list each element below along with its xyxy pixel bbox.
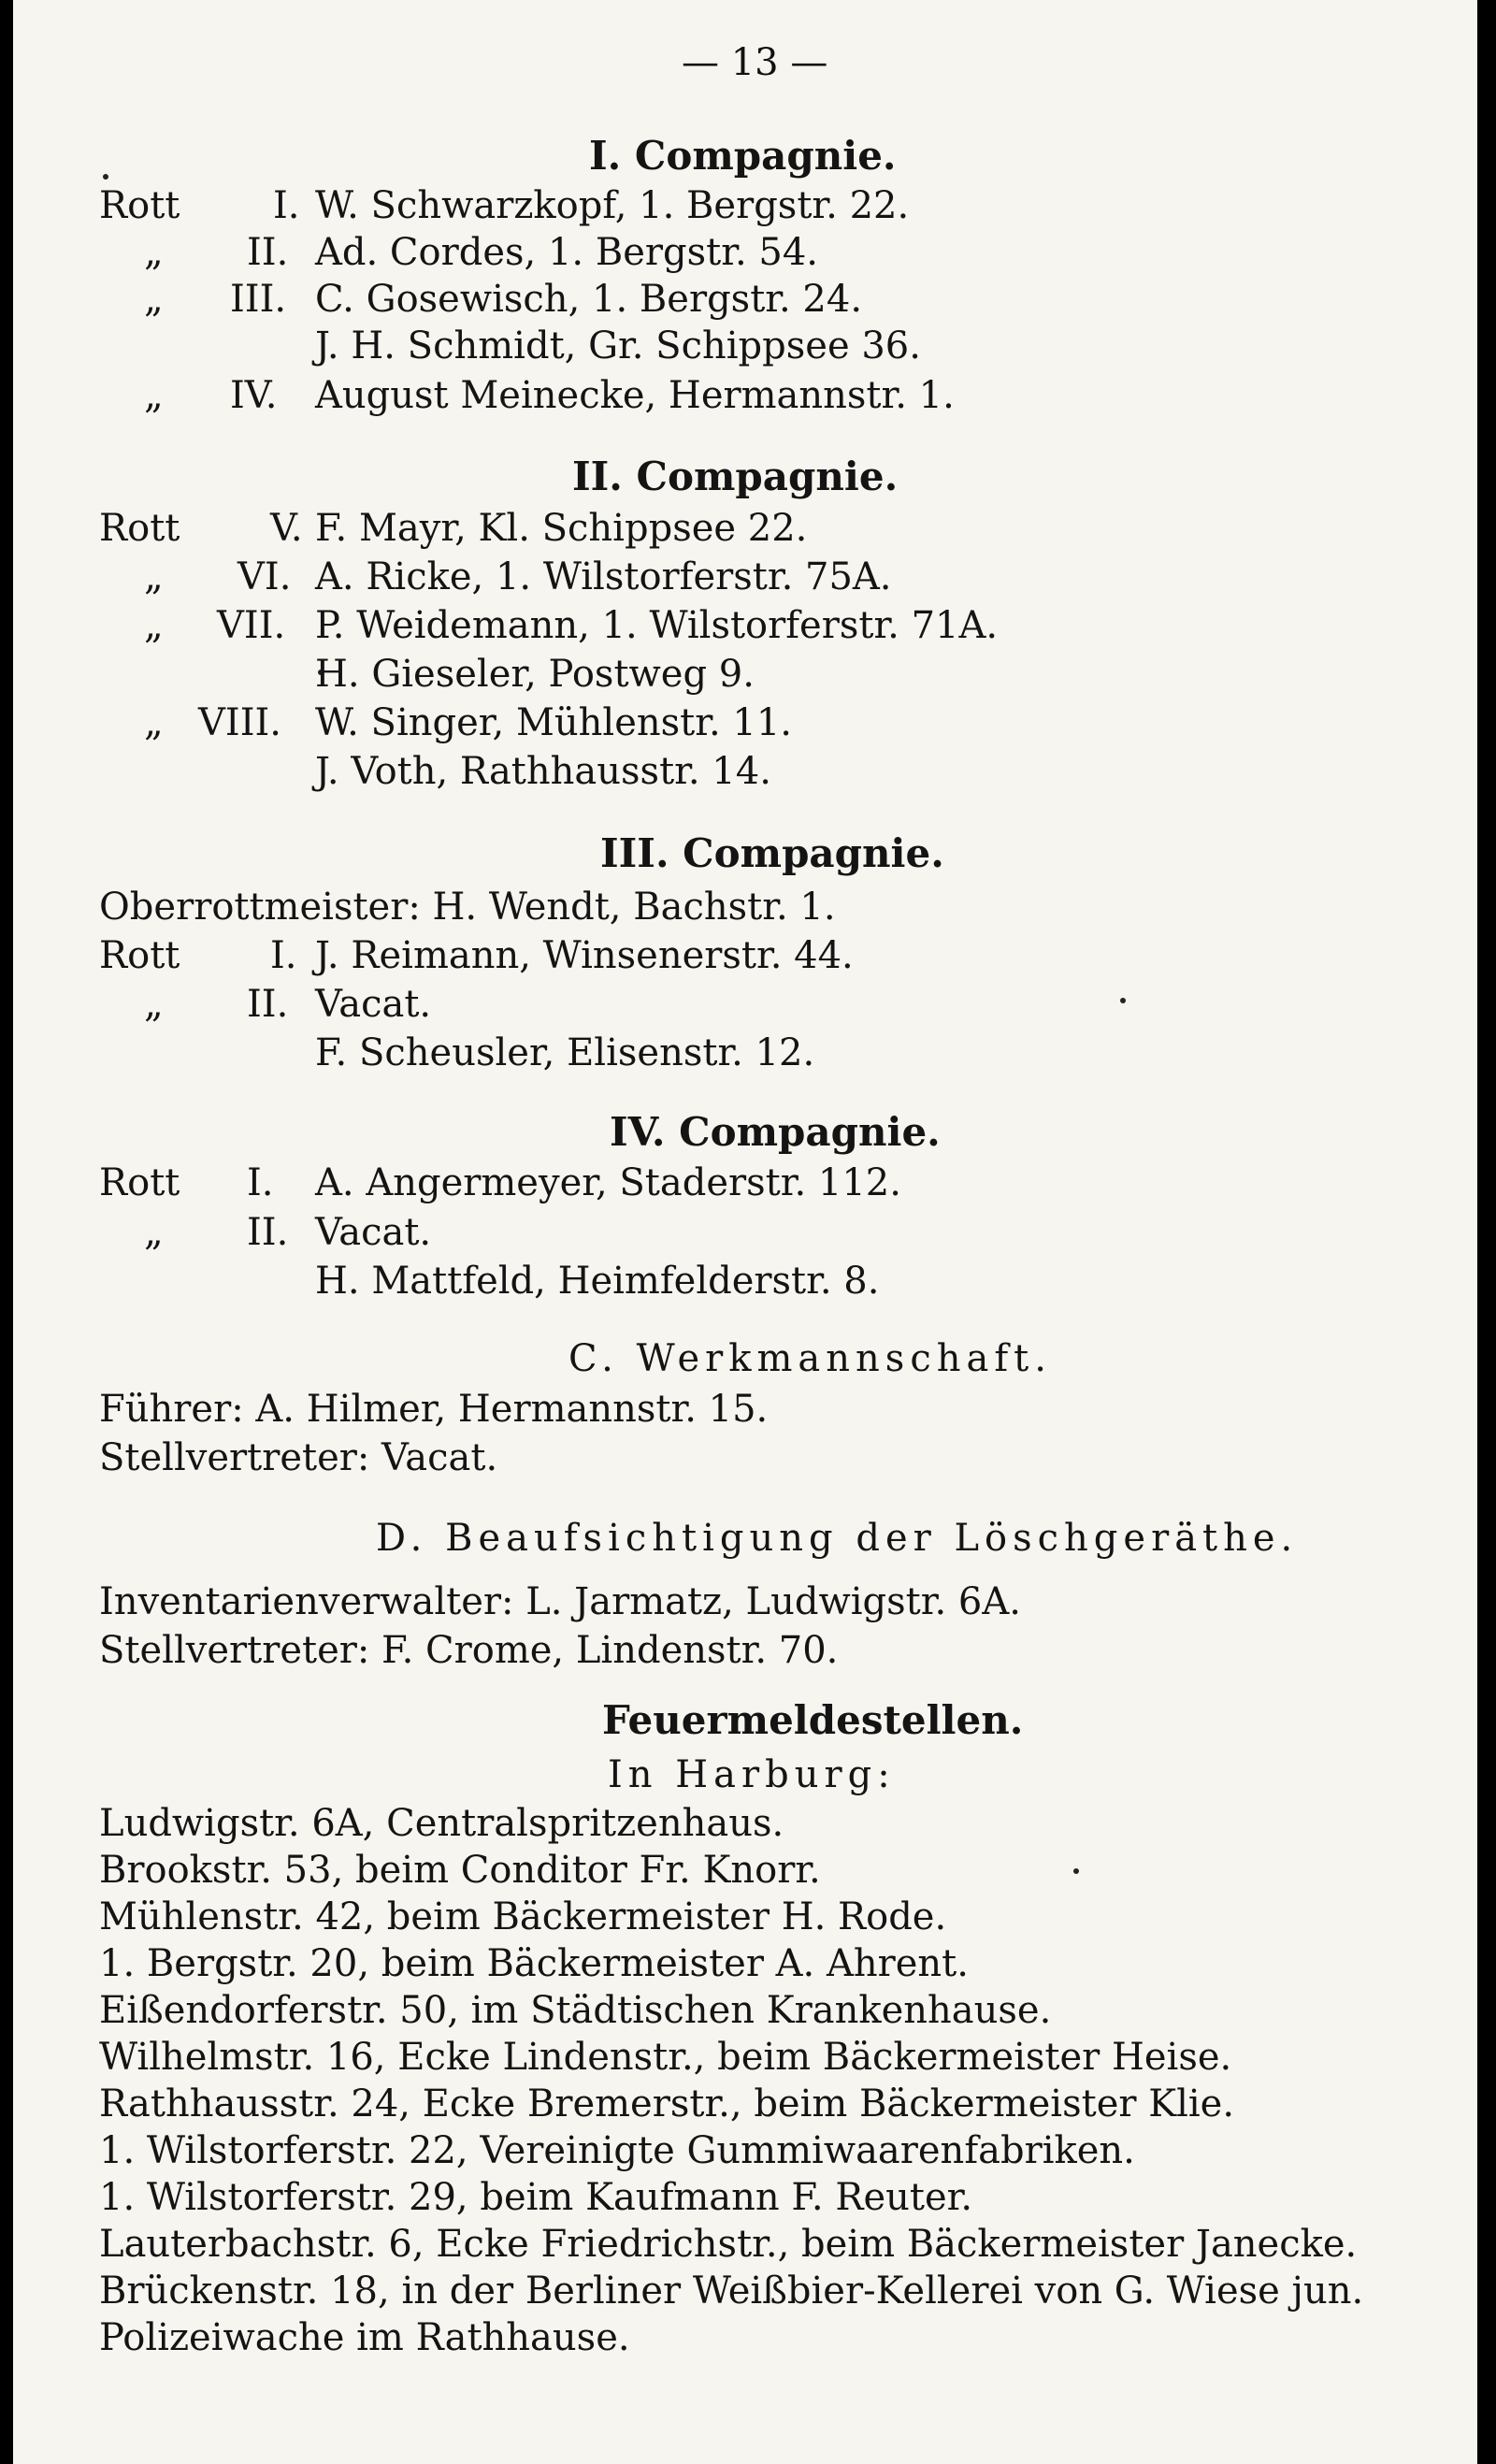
list-item: Rathhausstr. 24, Ecke Bremerstr., beim Bäckermeister Klie. <box>99 2082 1235 2125</box>
row-number: I. <box>247 1161 274 1204</box>
row-label: „ <box>144 701 164 744</box>
row-text: H. Mattfeld, Heimfelderstr. 8. <box>315 1260 880 1303</box>
row-text: F. Mayr, Kl. Schippsee 22. <box>315 507 808 550</box>
section-title-comp1: I. Compagnie. <box>589 133 897 179</box>
row-text: W. Singer, Mühlenstr. 11. <box>315 701 793 744</box>
section-title-beaufsichtigung: D. Beaufsichtigung der Löschgeräthe. <box>376 1517 1299 1560</box>
list-item: Wilhelmstr. 16, Ecke Lindenstr., beim Bäckermeister Heise. <box>99 2036 1232 2079</box>
row-label: „ <box>144 1211 164 1254</box>
list-item: Polizeiwache im Rathhause. <box>99 2316 630 2359</box>
row-label: „ <box>144 278 164 321</box>
row-text: J. Reimann, Winsenerstr. 44. <box>315 934 854 977</box>
row-text: F. Scheusler, Elisenstr. 12. <box>315 1031 815 1074</box>
fuehrer-line: Führer: A. Hilmer, Hermannstr. 15. <box>99 1388 769 1431</box>
row-text: A. Angermeyer, Staderstr. 112. <box>315 1161 901 1204</box>
print-dot <box>1073 1868 1079 1874</box>
row-label: „ <box>144 604 164 647</box>
list-item: Eißendorferstr. 50, im Städtischen Krankenhause. <box>99 1989 1052 2032</box>
row-text: Vacat. <box>315 983 432 1026</box>
subtitle-in-harburg: In Harburg: <box>608 1753 896 1796</box>
list-item: 1. Bergstr. 20, beim Bäckermeister A. Ahrent. <box>99 1942 969 1985</box>
print-dot <box>1120 998 1126 1003</box>
print-dot <box>103 174 108 180</box>
row-number: VIII. <box>198 701 282 744</box>
document-page <box>13 0 1477 2464</box>
list-item: 1. Wilstorferstr. 22, Vereinigte Gummiwaarenfabriken. <box>99 2129 1135 2172</box>
row-label: Rott <box>99 184 180 227</box>
row-number: V. <box>270 507 303 550</box>
row-label: Rott <box>99 1161 180 1204</box>
row-number: II. <box>247 983 289 1026</box>
row-text: C. Gosewisch, 1. Bergstr. 24. <box>315 278 863 321</box>
row-number: III. <box>230 278 287 321</box>
row-text: H. Gieseler, Postweg 9. <box>315 653 755 696</box>
section-title-feuermeldestellen: Feuermeldestellen. <box>602 1697 1024 1743</box>
section-title-werkmannschaft: C. Werkmannschaft. <box>568 1337 1052 1380</box>
row-label: „ <box>144 555 164 598</box>
section-title-comp2: II. Compagnie. <box>572 454 899 499</box>
list-item: Brückenstr. 18, in der Berliner Weißbier-Kellerei von G. Wiese jun. <box>99 2269 1364 2313</box>
row-number: VI. <box>237 555 292 598</box>
row-label: Rott <box>99 934 180 977</box>
row-label: „ <box>144 231 164 274</box>
row-number: II. <box>247 1211 289 1254</box>
list-item: 1. Wilstorferstr. 29, beim Kaufmann F. Reuter. <box>99 2176 973 2219</box>
row-number: VII. <box>217 604 286 647</box>
page-number: — 13 — <box>682 41 828 84</box>
row-number: I. <box>273 184 300 227</box>
row-label: „ <box>144 374 164 417</box>
row-label: „ <box>144 983 164 1026</box>
list-item: Mühlenstr. 42, beim Bäckermeister H. Rode. <box>99 1895 947 1938</box>
inventarienverwalter-line: Inventarienverwalter: L. Jarmatz, Ludwigstr. 6A. <box>99 1580 1021 1623</box>
row-number: II. <box>247 231 289 274</box>
row-text: A. Ricke, 1. Wilstorferstr. 75A. <box>315 555 892 598</box>
row-text: Ad. Cordes, 1. Bergstr. 54. <box>315 231 819 274</box>
row-label: Rott <box>99 507 180 550</box>
row-text: Vacat. <box>315 1211 432 1254</box>
row-text: J. H. Schmidt, Gr. Schippsee 36. <box>315 324 921 367</box>
stellvertreter-line: Stellvertreter: Vacat. <box>99 1436 498 1479</box>
row-text: W. Schwarzkopf, 1. Bergstr. 22. <box>315 184 910 227</box>
row-number: IV. <box>230 374 278 417</box>
row-text: P. Weidemann, 1. Wilstorferstr. 71A. <box>315 604 999 647</box>
stellvertreter-line: Stellvertreter: F. Crome, Lindenstr. 70. <box>99 1629 839 1672</box>
row-text: J. Voth, Rathhausstr. 14. <box>315 750 771 793</box>
section-title-comp3: III. Compagnie. <box>600 830 944 876</box>
oberrottmeister-line: Oberrottmeister: H. Wendt, Bachstr. 1. <box>99 886 836 929</box>
list-item: Ludwigstr. 6A, Centralspritzenhaus. <box>99 1802 784 1845</box>
list-item: Brookstr. 53, beim Conditor Fr. Knorr. <box>99 1849 821 1892</box>
section-title-comp4: IV. Compagnie. <box>610 1109 941 1155</box>
row-text: August Meinecke, Hermannstr. 1. <box>315 374 955 417</box>
list-item: Lauterbachstr. 6, Ecke Friedrichstr., beim Bäckermeister Janecke. <box>99 2223 1358 2266</box>
row-number: I. <box>270 934 297 977</box>
